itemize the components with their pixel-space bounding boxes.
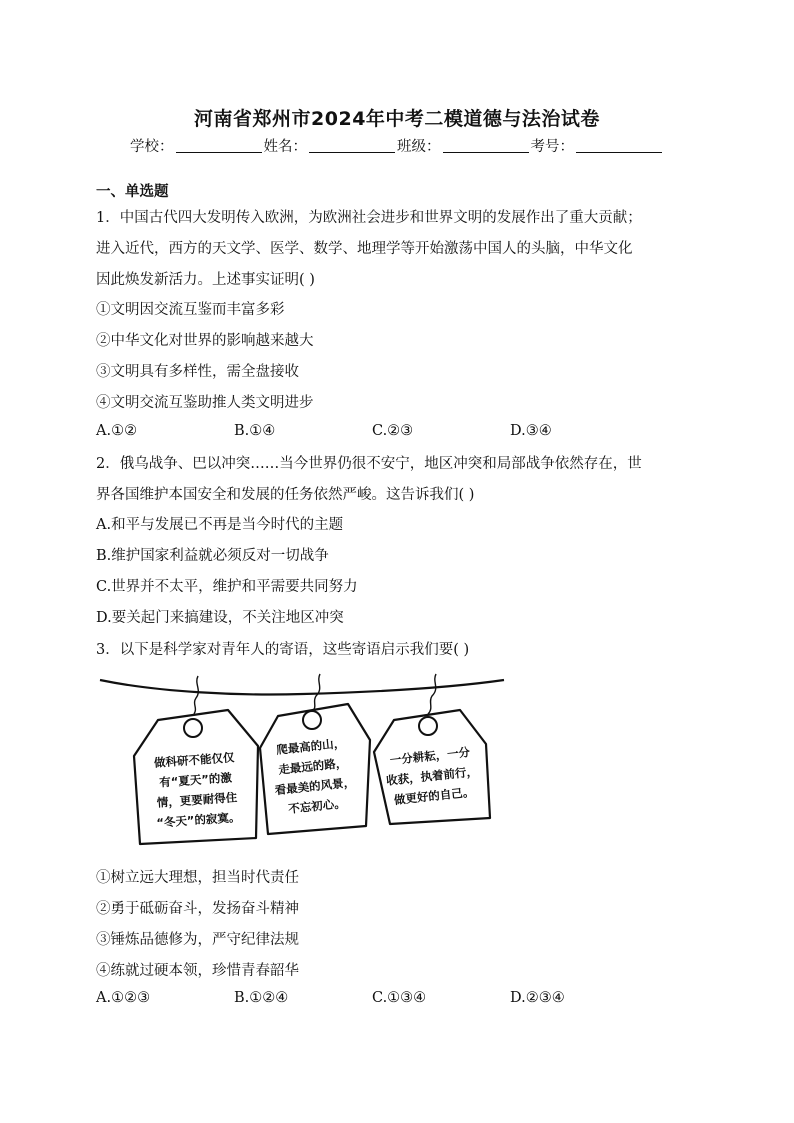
q1-option-a[interactable]: A.①② (96, 423, 138, 439)
field-name-label: 姓名： (263, 139, 307, 155)
q3-options (96, 990, 696, 1012)
q3-stem: 3．以下是科学家对青年人的寄语，这些寄语启示我们要( ) (96, 642, 470, 658)
q1-item: ③文明具有多样性，需全盘接收 (96, 364, 299, 380)
q3-item: ③锤炼品德修为，严守纪律法规 (96, 932, 299, 948)
q1-item: ①文明因交流互鉴而丰富多彩 (96, 302, 285, 318)
field-class-label: 班级： (397, 139, 441, 155)
q1-item: ②中华文化对世界的影响越来越大 (96, 333, 314, 349)
tag-2-line: 看最美的风景， (274, 774, 356, 798)
q3-item: ④练就过硬本领，珍惜青春韶华 (96, 963, 299, 979)
q2-stem-line: 界各国维护本国安全和发展的任务依然严峻。这告诉我们( ) (96, 487, 475, 503)
q1-stem-line: 因此焕发新活力。上述事实证明( ) (96, 272, 315, 288)
q2-stem-line: 2．俄乌战争、巴以冲突……当今世界仍很不安宁，地区冲突和局部战争依然存在，世 (96, 456, 642, 472)
student-info-line (0, 135, 794, 156)
tag-3-line: 做更好的自己。 (393, 784, 475, 808)
q1-item: ④文明交流互鉴助推人类文明进步 (96, 395, 314, 411)
tag-3-line: 收获，执着前行， (385, 764, 479, 788)
field-school-blank[interactable] (176, 151, 262, 153)
q2-option-c[interactable]: C.世界并不太平，维护和平需要共同努力 (96, 579, 358, 595)
field-class-blank[interactable] (443, 151, 529, 153)
q2-option-a[interactable]: A.和平与发展已不再是当今时代的主题 (96, 517, 344, 533)
q3-option-d[interactable]: D.②③④ (510, 990, 565, 1006)
tag-1-line: 情，更要耐得住 (156, 790, 238, 810)
q3-item: ①树立远大理想，担当时代责任 (96, 870, 299, 886)
q3-option-b[interactable]: B.①②④ (234, 990, 289, 1006)
q1-stem-line: 进入近代，西方的天文学、医学、数学、地理学等开始激荡中国人的头脑，中华文化 (96, 241, 633, 257)
tag-1-line: “冬天”的寂寞。 (155, 810, 241, 830)
tag-1-line: 做科研不能仅仅 (153, 750, 235, 770)
tag-2-line: 走最远的路， (277, 755, 348, 777)
hanging-tags-illustration (98, 668, 508, 854)
q3-item: ②勇于砥砺奋斗，发扬奋斗精神 (96, 901, 299, 917)
page-title: 河南省郑州市2024年中考二模道德与法治试卷 (194, 108, 600, 130)
tag-1-line: 有“夏天”的激 (158, 770, 233, 790)
q2-option-b[interactable]: B.维护国家利益就必须反对一切战争 (96, 548, 329, 564)
tag-2-line: 不忘初心。 (287, 796, 347, 817)
quote-tag-3 (374, 674, 490, 824)
tag-3-line: 一分耕耘，一分 (389, 744, 471, 768)
q2-option-d[interactable]: D.要关起门来搞建设，不关注地区冲突 (96, 610, 344, 626)
field-number-blank[interactable] (576, 151, 662, 153)
q1-stem-line: 1．中国古代四大发明传入欧洲，为欧洲社会进步和世界文明的发展作出了重大贡献； (96, 210, 642, 226)
q3-option-c[interactable]: C.①③④ (372, 990, 427, 1006)
q1-options (96, 423, 696, 445)
rope (100, 680, 504, 694)
field-number-label: 考号： (530, 139, 574, 155)
quote-tag-2 (260, 674, 370, 834)
field-school-label: 学校： (130, 139, 174, 155)
q3-option-a[interactable]: A.①②③ (96, 990, 151, 1006)
q1-option-c[interactable]: C.②③ (372, 423, 414, 439)
field-name-blank[interactable] (309, 151, 395, 153)
q1-option-d[interactable]: D.③④ (510, 423, 552, 439)
section-heading: 一、单选题 (96, 184, 169, 200)
quote-tag-1 (134, 676, 258, 844)
q1-option-b[interactable]: B.①④ (234, 423, 276, 439)
tag-2-line: 爬最高的山， (275, 735, 346, 757)
